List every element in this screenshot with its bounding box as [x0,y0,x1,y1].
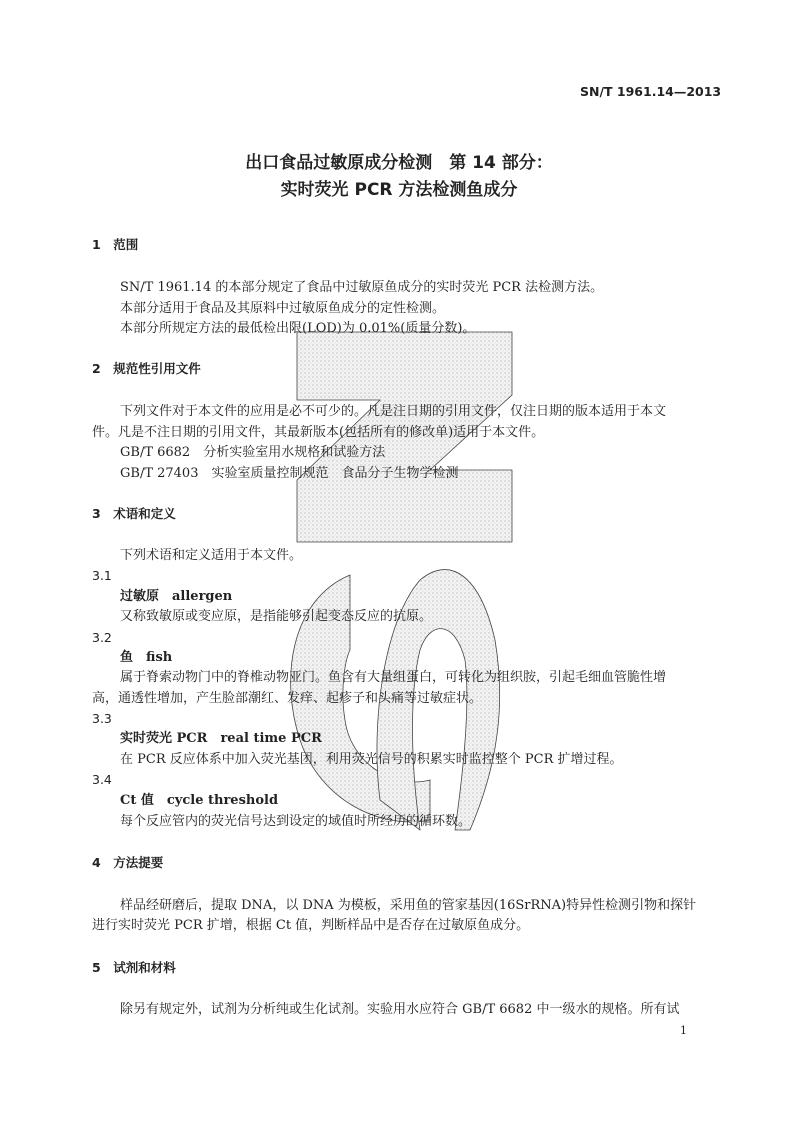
paragraph: 本部分所规定方法的最低检出限(LOD)为 0.01%(质量分数)。 [120,321,476,336]
term-number: 3.4 [92,772,112,787]
term-definition: 又称致敏原或变应原，是指能够引起变态反应的抗原。 [120,609,433,624]
reference-item: GB/T 27403 实验室质量控制规范 食品分子生物学检测 [120,466,459,481]
section-3-heading: 3 术语和定义 [92,506,176,521]
term-title: 实时荧光 PCR real time PCR [120,731,322,746]
paragraph: 下列术语和定义适用于本文件。 [120,548,303,563]
section-4-heading: 4 方法提要 [92,855,164,870]
term-number: 3.3 [92,711,112,726]
term-title: Ct 值 cycle threshold [120,793,279,808]
term-number: 3.2 [92,630,112,645]
reference-item: GB/T 6682 分析实验室用水规格和试验方法 [120,445,386,460]
title-line-2: 实时荧光 PCR 方法检测鱼成分 [280,180,518,200]
page-number: 1 [680,1024,687,1037]
section-2-heading: 2 规范性引用文件 [92,361,201,376]
term-title: 鱼 fish [120,650,173,665]
term-definition: 每个反应管内的荧光信号达到设定的域值时所经历的循环数。 [120,814,472,829]
paragraph: SN/T 1961.14 的本部分规定了食品中过敏原鱼成分的实时荧光 PCR 法检测方法。 [120,280,604,295]
paragraph: 除另有规定外，试剂为分析纯或生化试剂。实验用水应符合 GB/T 6682 中一级水的规格。所有试 [120,1002,680,1017]
paragraph: 下列文件对于本文件的应用是必不可少的。凡是注日期的引用文件，仅注日期的版本适用于本文 [120,404,667,419]
section-5-heading: 5 试剂和材料 [92,960,176,975]
term-definition: 在 PCR 反应体系中加入荧光基团，利用荧光信号的积累实时监控整个 PCR 扩增过程。 [120,752,623,767]
term-number: 3.1 [92,568,112,583]
paragraph: 本部分适用于食品及其原料中过敏原鱼成分的定性检测。 [120,301,446,316]
section-1-heading: 1 范围 [92,237,139,252]
paragraph: 件。凡是不注日期的引用文件，其最新版本(包括所有的修改单)适用于本文件。 [92,425,545,440]
term-title: 过敏原 allergen [120,589,233,604]
term-definition: 属于脊索动物门中的脊椎动物亚门。鱼含有大量组蛋白，可转化为组织胺，引起毛细血管脆性增 [120,670,667,685]
paragraph: 样品经研磨后，提取 DNA，以 DNA 为模板，采用鱼的管家基因(16SrRNA)特异性检测引物和探针 [120,898,697,913]
title-line-1: 出口食品过敏原成分检测 第 14 部分： [245,153,553,173]
paragraph: 进行实时荧光 PCR 扩增，根据 Ct 值，判断样品中是否存在过敏原鱼成分。 [92,918,530,933]
term-definition: 高，通透性增加，产生脸部潮红、发痒、起疹子和头痛等过敏症状。 [92,691,483,706]
standard-code: SN/T 1961.14—2013 [580,84,722,99]
